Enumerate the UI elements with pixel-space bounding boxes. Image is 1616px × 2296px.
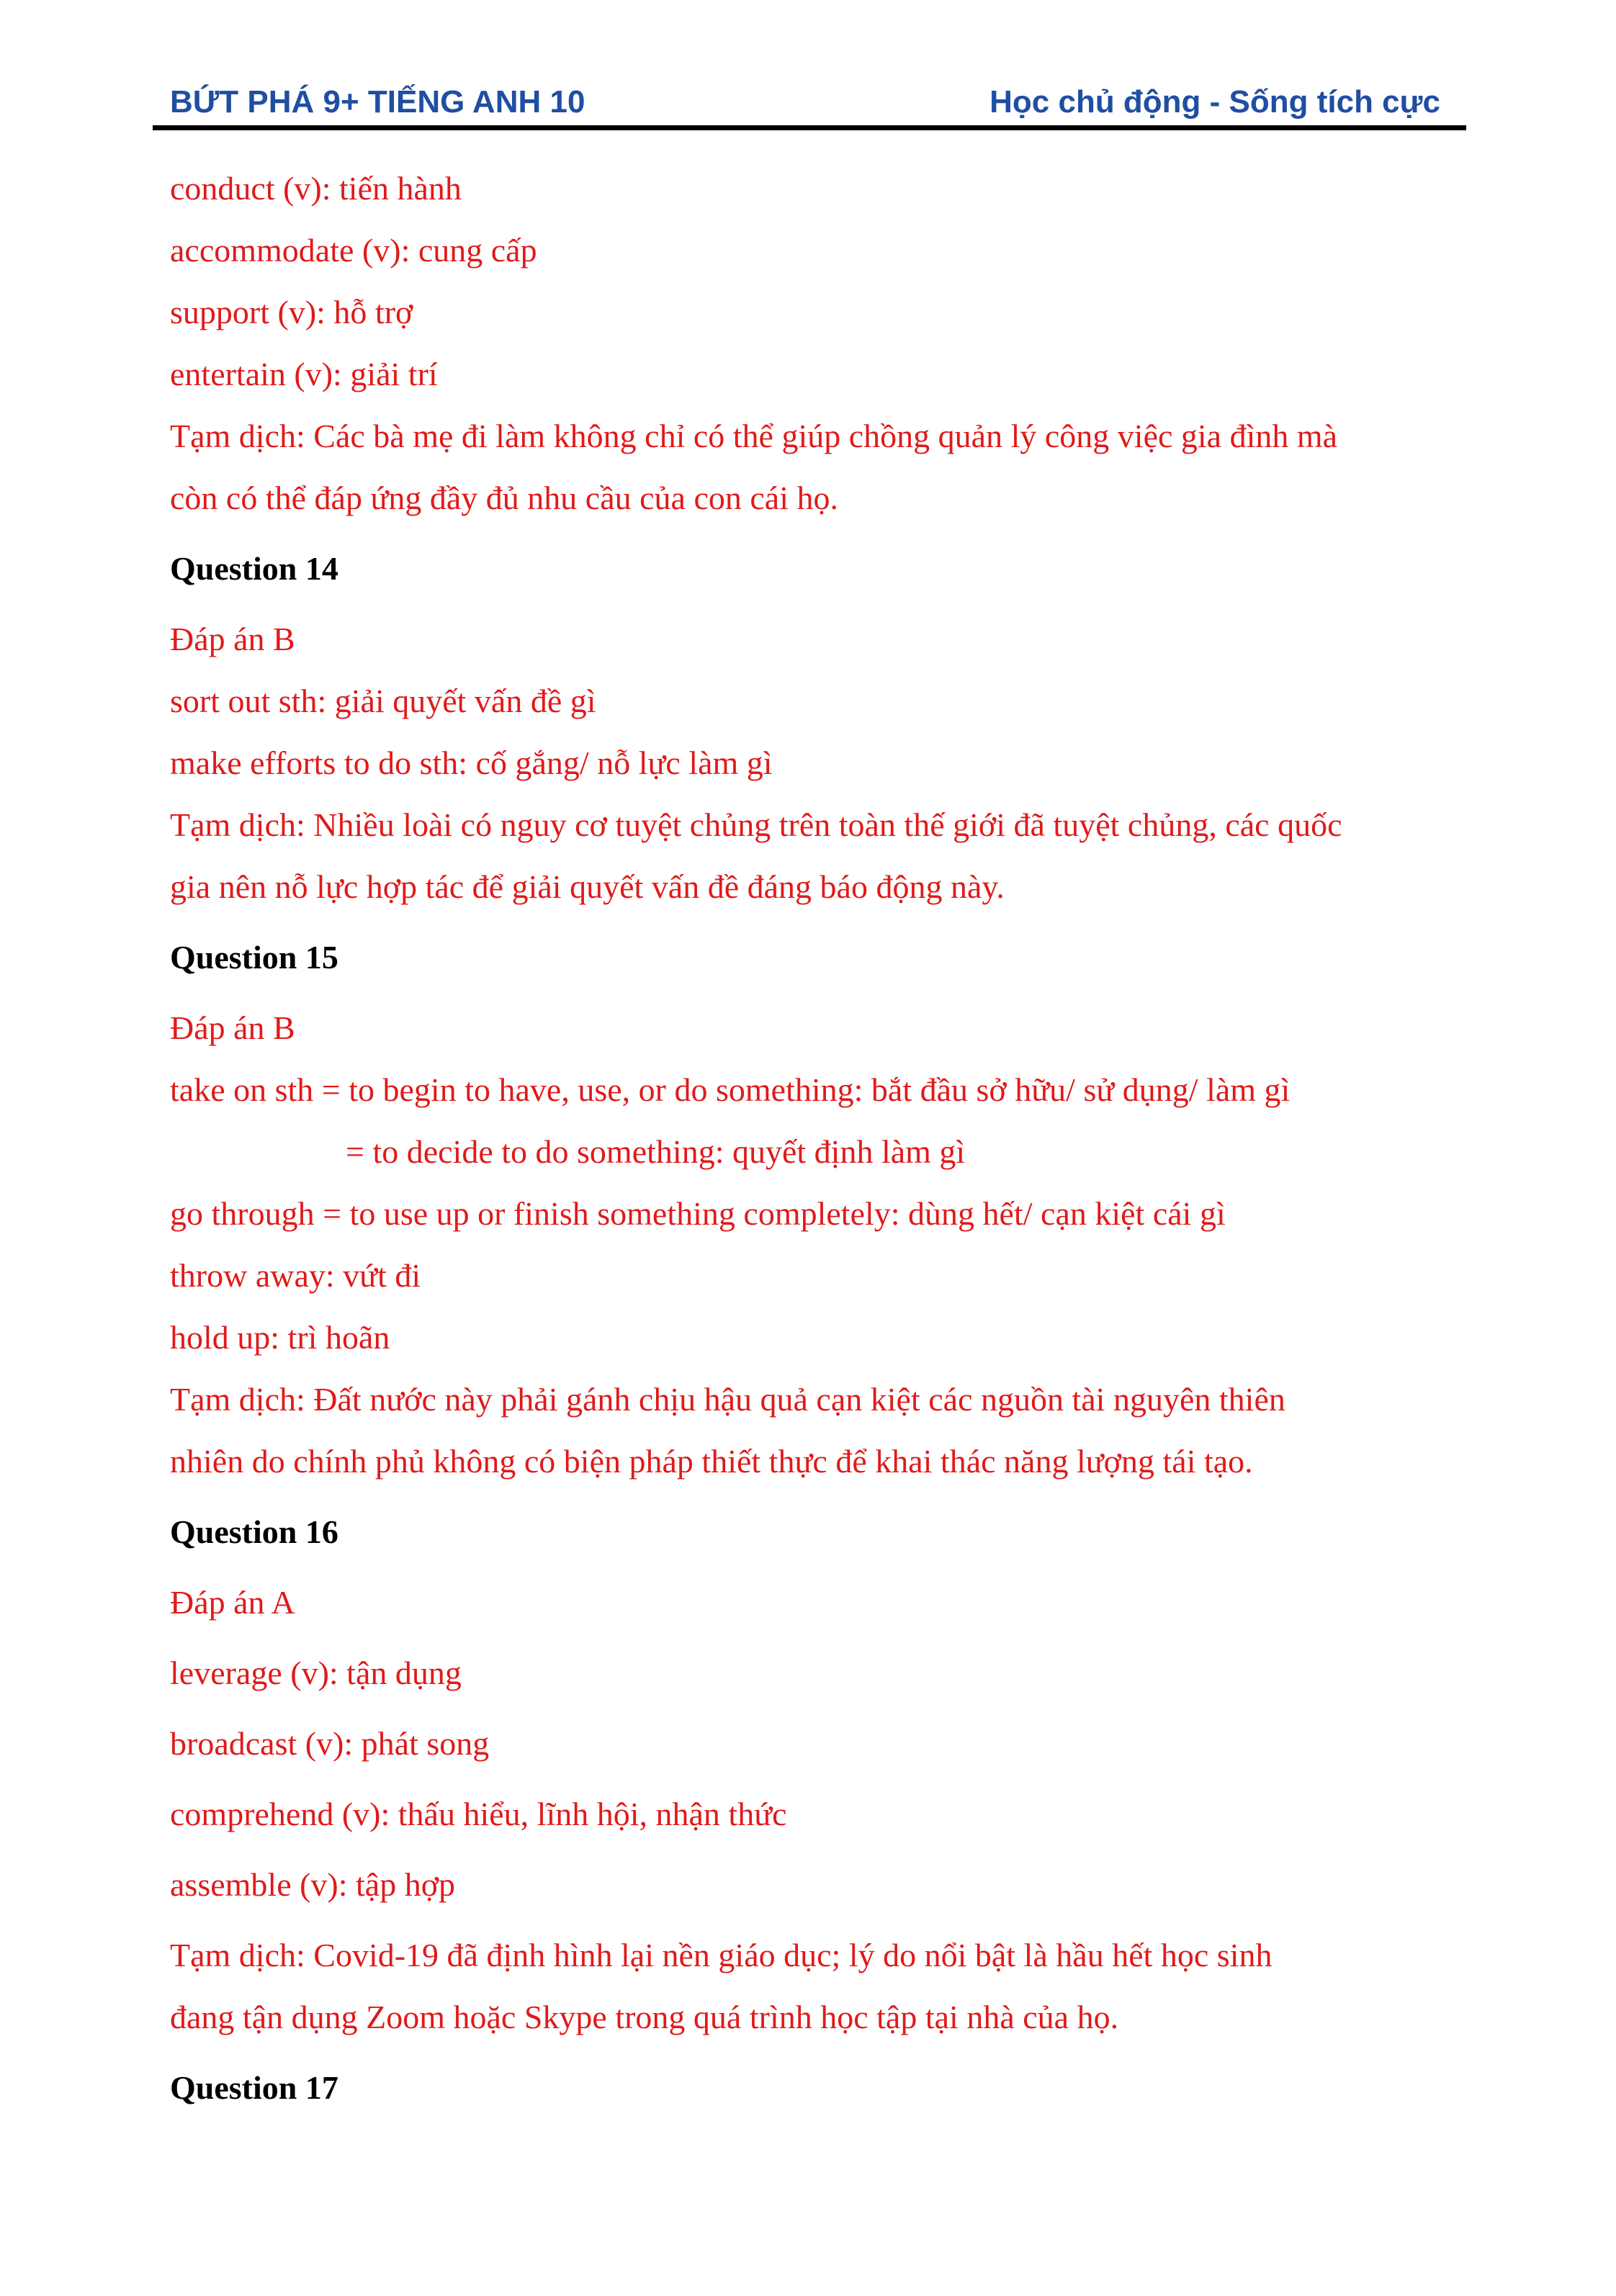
question-heading: Question 16 bbox=[170, 1513, 338, 1550]
question-heading: Question 15 bbox=[170, 939, 338, 976]
vocab-line: = to decide to do something: quyết định làm gì bbox=[346, 1133, 966, 1170]
vocab-line: make efforts to do sth: cố gắng/ nỗ lực làm gì bbox=[170, 744, 773, 781]
vocab-line: conduct (v): tiến hành bbox=[170, 170, 462, 207]
translation-line: gia nên nỗ lực hợp tác để giải quyết vấn đề đáng báo động này. bbox=[170, 868, 1005, 905]
vocab-line: support (v): hỗ trợ bbox=[170, 294, 413, 330]
question-heading: Question 17 bbox=[170, 2069, 338, 2106]
translation-line: đang tận dụng Zoom hoặc Skype trong quá trình học tập tại nhà của họ. bbox=[170, 1999, 1119, 2035]
translation-line: nhiên do chính phủ không có biện pháp thiết thực để khai thác năng lượng tái tạo. bbox=[170, 1443, 1253, 1480]
vocab-line: comprehend (v): thấu hiểu, lĩnh hội, nhận thức bbox=[170, 1796, 787, 1832]
answer-line: Đáp án B bbox=[170, 1009, 295, 1046]
vocab-line: sort out sth: giải quyết vấn đề gì bbox=[170, 683, 596, 719]
vocab-line: throw away: vứt đi bbox=[170, 1257, 421, 1294]
translation-line: Tạm dịch: Đất nước này phải gánh chịu hậu quả cạn kiệt các nguồn tài nguyên thiên bbox=[170, 1381, 1285, 1418]
vocab-line: entertain (v): giải trí bbox=[170, 356, 438, 392]
header-title: BỨT PHÁ 9+ TIẾNG ANH 10 bbox=[170, 84, 585, 120]
translation-line: còn có thể đáp ứng đầy đủ nhu cầu của con cái họ. bbox=[170, 480, 838, 516]
translation-line: Tạm dịch: Các bà mẹ đi làm không chỉ có thể giúp chồng quản lý công việc gia đình mà bbox=[170, 418, 1338, 454]
translation-line: Tạm dịch: Covid-19 đã định hình lại nền giáo dục; lý do nổi bật là hầu hết học sinh bbox=[170, 1937, 1272, 1973]
vocab-line: leverage (v): tận dụng bbox=[170, 1655, 462, 1691]
vocab-line: take on sth = to begin to have, use, or do something: bắt đầu sở hữu/ sử dụng/ làm gì bbox=[170, 1071, 1290, 1108]
translation-line: Tạm dịch: Nhiều loài có nguy cơ tuyệt chủng trên toàn thế giới đã tuyệt chủng, các quốc bbox=[170, 806, 1342, 843]
vocab-line: go through = to use up or finish something completely: dùng hết/ cạn kiệt cái gì bbox=[170, 1195, 1226, 1232]
answer-line: Đáp án B bbox=[170, 621, 295, 657]
vocab-line: hold up: trì hoãn bbox=[170, 1319, 390, 1356]
question-heading: Question 14 bbox=[170, 550, 338, 587]
header-divider bbox=[153, 125, 1466, 130]
header-slogan: Học chủ động - Sống tích cực bbox=[989, 84, 1440, 120]
vocab-line: accommodate (v): cung cấp bbox=[170, 232, 537, 269]
vocab-line: assemble (v): tập hợp bbox=[170, 1866, 456, 1903]
answer-line: Đáp án A bbox=[170, 1584, 295, 1621]
page-header bbox=[170, 81, 1440, 124]
vocab-line: broadcast (v): phát song bbox=[170, 1725, 490, 1762]
